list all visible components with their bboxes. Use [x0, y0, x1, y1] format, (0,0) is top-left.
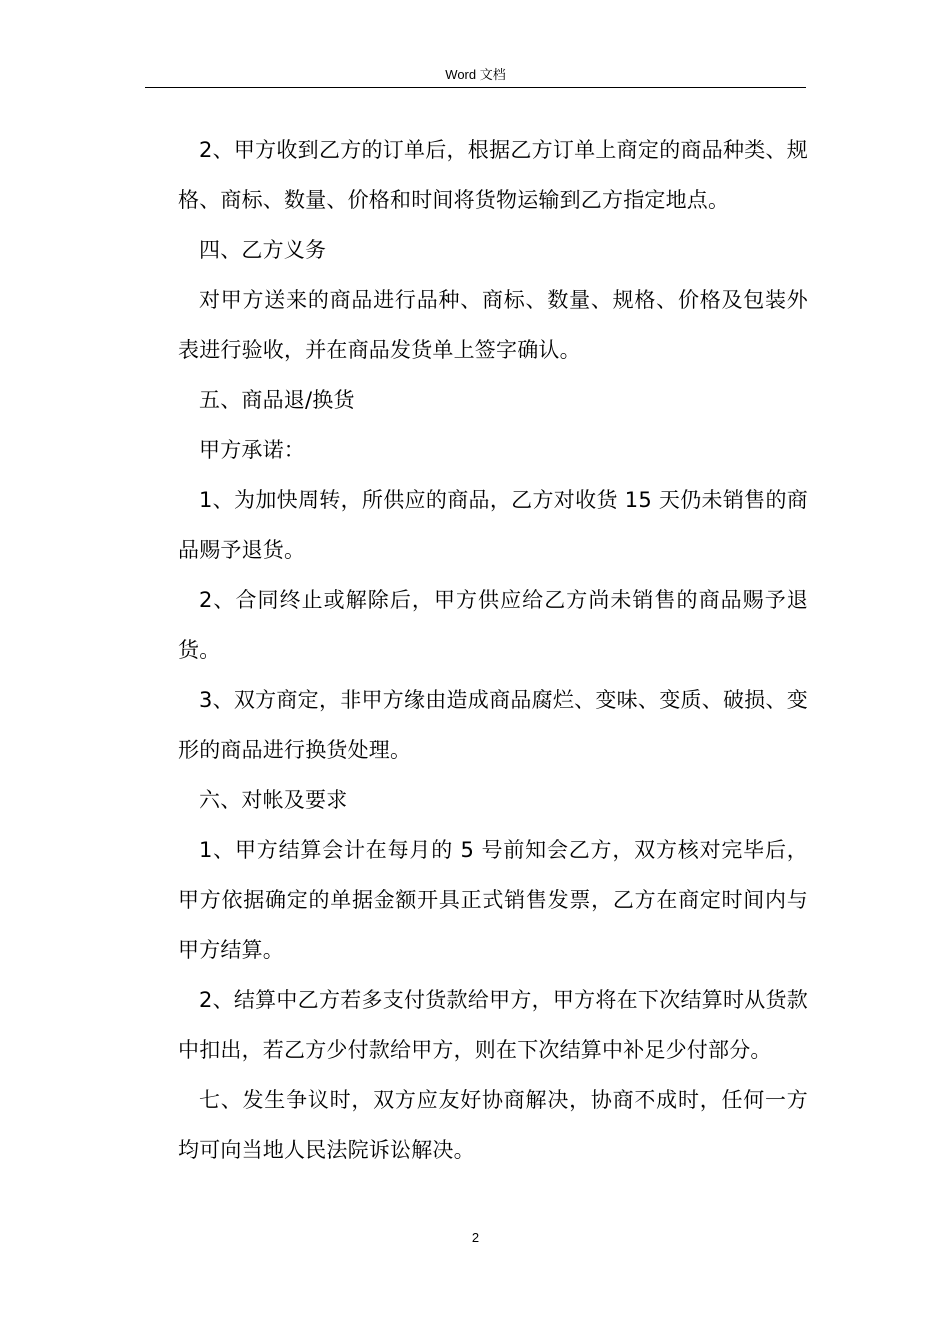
paragraph: 1、为加快周转，所供应的商品，乙方对收货 15 天仍未销售的商品赐予退货。 — [178, 488, 808, 562]
section-heading: 五、商品退/换货 — [199, 388, 355, 412]
header-divider — [145, 87, 806, 88]
page-header: Word 文档 — [445, 67, 506, 82]
paragraph: 2、结算中乙方若多支付货款给甲方，甲方将在下次结算时从货款中扣出，若乙方少付款给甲方，则在下次结算中补足少付部分。 — [178, 988, 808, 1062]
paragraph: 七、发生争议时，双方应友好协商解决，协商不成时，任何一方均可向当地人民法院诉讼解决。 — [178, 1088, 808, 1162]
paragraph: 2、甲方收到乙方的订单后，根据乙方订单上商定的商品种类、规格、商标、数量、价格和时间将货物运输到乙方指定地点。 — [178, 138, 808, 212]
paragraph: 2、合同终止或解除后，甲方供应给乙方尚未销售的商品赐予退货。 — [178, 588, 808, 662]
paragraph: 甲方承诺： — [199, 438, 305, 462]
section-heading: 四、乙方义务 — [199, 238, 327, 262]
paragraph: 3、双方商定，非甲方缘由造成商品腐烂、变味、变质、破损、变形的商品进行换货处理。 — [178, 688, 808, 762]
paragraph: 1、甲方结算会计在每月的 5 号前知会乙方，双方核对完毕后，甲方依据确定的单据金额开具正式销售发票，乙方在商定时间内与甲方结算。 — [178, 838, 808, 962]
section-heading: 六、对帐及要求 — [199, 788, 348, 812]
paragraph: 对甲方送来的商品进行品种、商标、数量、规格、价格及包装外表进行验收，并在商品发货单上签字确认。 — [178, 288, 808, 362]
page-number: 2 — [471, 1230, 480, 1245]
document-body — [178, 125, 808, 1175]
